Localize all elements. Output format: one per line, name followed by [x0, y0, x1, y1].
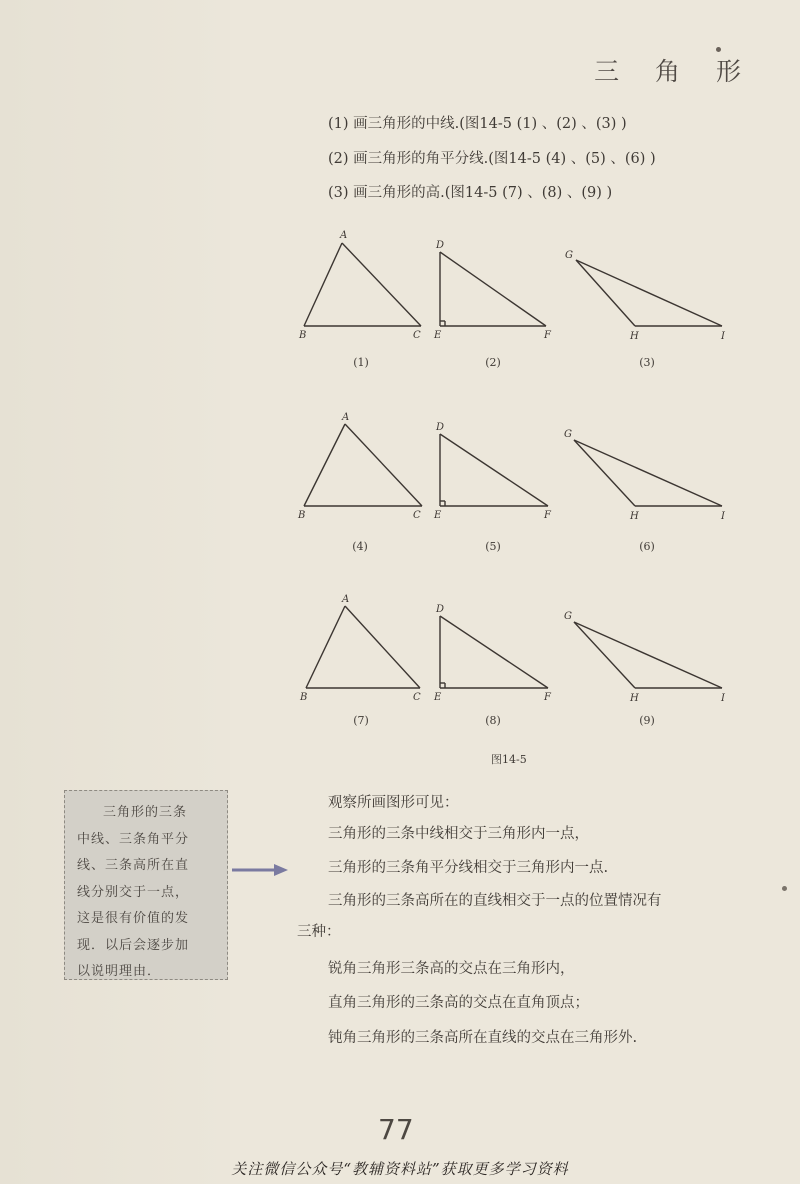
side-ac — [345, 424, 422, 506]
body-text-line: 三角形的三条中线相交于三角形内一点， — [328, 826, 589, 842]
vertex-label-b: B — [299, 330, 307, 341]
vertex-label-a: A — [342, 594, 350, 605]
vertex-label-g: G — [564, 611, 572, 622]
instruction-median: (1) 画三角形的中线.(图14-5 (1) 、(2) 、(3) ) — [328, 116, 627, 132]
vertex-label-c: C — [413, 330, 421, 341]
vertex-label-f: F — [544, 330, 551, 341]
side-df — [440, 252, 546, 326]
sidebar-note-line: 现．以后会逐步加 — [77, 937, 190, 953]
body-text-line: 三种： — [297, 924, 341, 940]
vertex-label-g: G — [565, 250, 573, 261]
instruction-altitude: (3) 画三角形的高.(图14-5 (7) 、(8) 、(9) ) — [328, 185, 613, 201]
vertex-label-i: I — [721, 331, 725, 342]
page-speck — [782, 886, 787, 891]
vertex-label-h: H — [630, 693, 639, 704]
vertex-label-f: F — [544, 510, 551, 521]
footer-watermark-note: 关注微信公众号“教辅资料站”获取更多学习资料 — [231, 1160, 569, 1178]
page-margin-shade — [0, 0, 230, 1184]
triangle-def-2 — [430, 236, 570, 346]
vertex-label-d: D — [436, 604, 445, 615]
side-gh — [574, 622, 635, 688]
side-ac — [342, 243, 421, 326]
vertex-label-c: C — [413, 692, 421, 703]
vertex-label-b: B — [298, 510, 306, 521]
sidebar-note-line: 这是很有价值的发 — [77, 911, 190, 926]
sidebar-note-line: 线、三条高所在直 — [77, 858, 190, 873]
vertex-label-h: H — [630, 511, 639, 522]
subfigure-label: (8) — [485, 714, 501, 727]
subfigure-label: (2) — [485, 356, 501, 369]
side-df — [440, 616, 548, 688]
side-ab — [306, 606, 345, 688]
triangle-def-8 — [430, 600, 570, 710]
vertex-label-e: E — [434, 510, 442, 521]
vertex-label-i: I — [721, 693, 725, 704]
side-ac — [345, 606, 420, 688]
subfigure-label: (3) — [639, 356, 655, 369]
subfigure-label: (4) — [352, 540, 368, 553]
sidebar-note-line: 线分别交于一点， — [77, 884, 190, 900]
subfigure-label: (9) — [639, 714, 655, 727]
triangle-abc-4 — [296, 410, 436, 530]
sidebar-note — [64, 790, 228, 980]
side-gh — [574, 440, 635, 506]
side-ab — [304, 243, 342, 326]
triangle-ghi-3 — [560, 240, 740, 345]
body-text-line: 观察所画图形可见： — [328, 795, 459, 811]
side-gi — [574, 440, 722, 506]
vertex-label-f: F — [544, 692, 551, 703]
side-df — [440, 434, 548, 506]
vertex-label-c: C — [413, 510, 421, 521]
vertex-label-a: A — [340, 230, 348, 241]
instruction-angle-bisector: (2) 画三角形的角平分线.(图14-5 (4) 、(5) 、(6) ) — [328, 151, 656, 167]
subfigure-label: (5) — [485, 540, 501, 553]
body-text-line: 锐角三角形三条高的交点在三角形内， — [328, 961, 575, 977]
triangle-ghi-9 — [560, 602, 740, 707]
sidebar-note-line: 中线、三条角平分 — [77, 831, 190, 847]
subfigure-label: (6) — [639, 540, 655, 553]
vertex-label-b: B — [300, 692, 308, 703]
side-gh — [576, 260, 635, 326]
body-text-line: 钝角三角形的三条高所在直线的交点在三角形外. — [328, 1030, 638, 1046]
chapter-title: 三 角 形 — [594, 57, 755, 86]
page-number: 77 — [378, 1113, 414, 1146]
side-gi — [576, 260, 722, 326]
side-gi — [574, 622, 722, 688]
vertex-label-g: G — [564, 429, 572, 440]
vertex-label-h: H — [630, 331, 639, 342]
vertex-label-d: D — [436, 422, 445, 433]
subfigure-label: (7) — [353, 714, 369, 727]
triangle-def-5 — [430, 418, 570, 528]
body-text-line: 三角形的三条高所在的直线相交于一点的位置情况有 — [328, 893, 662, 909]
vertex-label-i: I — [721, 511, 725, 522]
triangle-abc-7 — [296, 592, 436, 707]
arrow-icon — [230, 858, 290, 882]
vertex-label-d: D — [436, 240, 445, 251]
sidebar-note-line: 三角形的三条 — [103, 805, 188, 820]
vertex-label-e: E — [434, 692, 442, 703]
body-text-line: 直角三角形的三条高的交点在直角顶点； — [328, 995, 589, 1011]
vertex-label-a: A — [342, 412, 350, 423]
triangle-ghi-6 — [560, 420, 740, 525]
figure-caption: 图14-5 — [491, 753, 527, 766]
sidebar-note-line: 以说明理由． — [77, 964, 162, 979]
triangle-abc-1 — [296, 226, 436, 346]
body-text-line: 三角形的三条角平分线相交于三角形内一点. — [328, 860, 609, 876]
subfigure-label: (1) — [353, 356, 369, 369]
vertex-label-e: E — [434, 330, 442, 341]
side-ab — [304, 424, 345, 506]
